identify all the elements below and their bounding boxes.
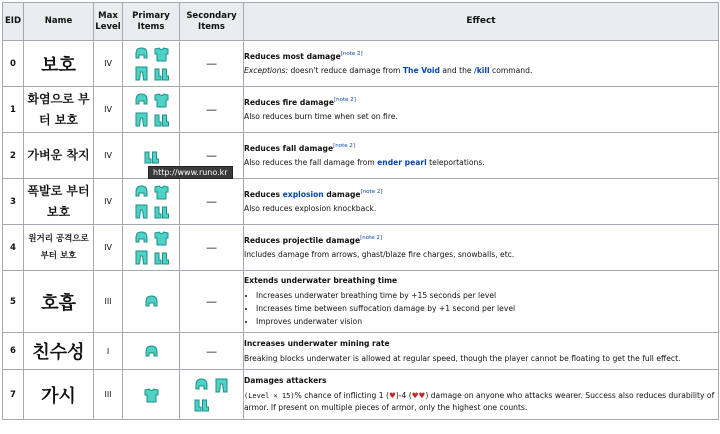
boots-icon[interactable] <box>153 111 170 128</box>
effect-title: Reduces fall damage[note 2] <box>244 142 356 153</box>
max-level: I <box>94 333 123 370</box>
eid-cell: 0 <box>3 41 24 87</box>
list-item: • Increases underwater breathing time by +15 seconds per level <box>256 289 718 302</box>
secondary-items: — <box>180 333 244 370</box>
enchant-name: 원거리 공격으로 부터 보호 <box>24 225 94 271</box>
note-link[interactable]: [note 2] <box>334 96 356 103</box>
effect-cell <box>244 225 719 271</box>
leggings-icon[interactable] <box>133 203 150 220</box>
effect-description: Also reduces the fall damage from ender pearl teleportations. <box>244 158 485 167</box>
leggings-icon[interactable] <box>133 65 150 82</box>
eid-cell: 1 <box>3 87 24 133</box>
effect-title: Extends underwater breathing time <box>244 276 398 286</box>
chestplate-icon[interactable] <box>153 184 170 201</box>
formula-code: (Level × 15) <box>244 391 295 400</box>
primary-items <box>123 41 180 87</box>
enchant-name: 보호 <box>24 41 94 87</box>
header-row <box>3 3 719 41</box>
note-link[interactable]: [note 2] <box>360 188 383 195</box>
max-level: IV <box>94 133 123 179</box>
header-secondary-items: Secondary Items <box>180 3 244 41</box>
effect-list <box>244 289 718 328</box>
eid-cell: 5 <box>3 271 24 333</box>
max-level: IV <box>94 41 123 87</box>
chestplate-icon[interactable] <box>153 46 170 63</box>
effect-description: (Level × 15)% chance of inflicting 1 (♥)-4 (♥♥) damage on anyone who attacks wearer. Success also reduces durability of armor. If present on multiple pieces of armor, only the highest one counts. <box>244 390 715 413</box>
enchant-name: 친수성 <box>24 333 94 370</box>
enchant-name: 폭발로 부터 보호 <box>24 179 94 225</box>
table-row <box>3 333 719 370</box>
effect-description: Also reduces burn time when set on fire. <box>244 112 398 121</box>
leggings-icon[interactable] <box>133 249 150 266</box>
max-level: IV <box>94 87 123 133</box>
helmet-icon[interactable] <box>133 46 150 63</box>
primary-items <box>123 179 180 225</box>
helmet-icon[interactable] <box>133 184 150 201</box>
note-link[interactable]: [note 2] <box>340 50 363 57</box>
helmet-icon[interactable] <box>133 230 150 247</box>
eid-cell: 7 <box>3 370 24 420</box>
primary-items <box>123 225 180 271</box>
effect-cell <box>244 133 719 179</box>
primary-items <box>123 333 180 370</box>
watermark-tooltip: http://www.runo.kr <box>148 166 233 179</box>
leggings-icon[interactable] <box>133 111 150 128</box>
heart-icon: ♥ <box>389 390 396 400</box>
max-level: IV <box>94 225 123 271</box>
header-eid: EID <box>3 3 24 41</box>
boots-icon[interactable] <box>143 148 160 165</box>
enchant-name: 호흡 <box>24 271 94 333</box>
enchant-name: 가시 <box>24 370 94 420</box>
effect-cell <box>244 370 719 420</box>
eid-cell: 4 <box>3 225 24 271</box>
secondary-items: — <box>180 133 244 179</box>
effect-title: Increases underwater mining rate <box>244 339 390 348</box>
leggings-icon[interactable] <box>213 377 230 394</box>
boots-icon[interactable] <box>193 396 210 413</box>
helmet-icon[interactable] <box>143 294 160 311</box>
secondary-items: — <box>180 87 244 133</box>
header-effect: Effect <box>244 3 719 41</box>
note-link[interactable]: [note 2] <box>333 142 356 149</box>
note-link[interactable]: [note 2] <box>360 234 383 241</box>
effect-title: Reduces projectile damage[note 2] <box>244 234 383 245</box>
effect-title: Reduces fire damage[note 2] <box>244 96 356 107</box>
helmet-icon[interactable] <box>143 344 160 361</box>
secondary-items: — <box>180 179 244 225</box>
eid-cell: 2 <box>3 133 24 179</box>
header-name: Name <box>24 3 94 41</box>
list-item: • Increases time between suffocation damage by +1 second per level <box>256 302 718 315</box>
table-row <box>3 179 719 225</box>
effect-cell <box>244 271 719 333</box>
effect-description: Exceptions: doesn't reduce damage from The Void and the /kill command. <box>244 66 533 75</box>
enchantment-table <box>2 2 719 420</box>
primary-items <box>123 87 180 133</box>
table-row <box>3 271 719 333</box>
ender-pearl-link[interactable]: ender pearl <box>377 158 427 167</box>
chestplate-icon[interactable] <box>143 387 160 404</box>
effect-cell <box>244 87 719 133</box>
table-row <box>3 87 719 133</box>
enchant-name: 화염으로 부터 보호 <box>24 87 94 133</box>
max-level: III <box>94 370 123 420</box>
effect-title: Reduces explosion damage[note 2] <box>244 188 383 199</box>
effect-description: Includes damage from arrows, ghast/blaze fire charges, snowballs, etc. <box>244 250 515 259</box>
primary-items <box>123 370 180 420</box>
effect-cell <box>244 333 719 370</box>
secondary-items <box>180 370 244 420</box>
the-void-link[interactable]: The Void <box>402 66 440 75</box>
boots-icon[interactable] <box>153 249 170 266</box>
table-row <box>3 225 719 271</box>
table-row <box>3 41 719 87</box>
chestplate-icon[interactable] <box>153 230 170 247</box>
helmet-icon[interactable] <box>133 92 150 109</box>
chestplate-icon[interactable] <box>153 92 170 109</box>
secondary-items: — <box>180 41 244 87</box>
max-level: III <box>94 271 123 333</box>
kill-command-link[interactable]: /kill <box>473 66 490 75</box>
table-row <box>3 133 719 179</box>
table-row <box>3 370 719 420</box>
max-level: IV <box>94 179 123 225</box>
header-max-level: Max Level <box>94 3 123 41</box>
list-item: • Improves underwater vision <box>256 315 718 328</box>
effect-cell <box>244 179 719 225</box>
effect-title: Reduces most damage[note 2] <box>244 50 363 61</box>
eid-cell: 6 <box>3 333 24 370</box>
primary-items <box>123 271 180 333</box>
effect-title: Damages attackers <box>244 376 327 386</box>
explosion-link[interactable]: explosion <box>282 189 324 199</box>
helmet-icon[interactable] <box>193 377 210 394</box>
effect-description: Breaking blocks underwater is allowed at regular speed, though the player cannot be floating to get the full effect. <box>244 353 681 363</box>
effect-description: Also reduces explosion knockback. <box>244 204 377 213</box>
boots-icon[interactable] <box>153 65 170 82</box>
header-primary-items: Primary Items <box>123 3 180 41</box>
effect-cell <box>244 41 719 87</box>
secondary-items: — <box>180 271 244 333</box>
enchant-name: 가벼운 착지 <box>24 133 94 179</box>
heart-icon: ♥♥ <box>411 390 426 400</box>
secondary-items: — <box>180 225 244 271</box>
boots-icon[interactable] <box>153 203 170 220</box>
eid-cell: 3 <box>3 179 24 225</box>
